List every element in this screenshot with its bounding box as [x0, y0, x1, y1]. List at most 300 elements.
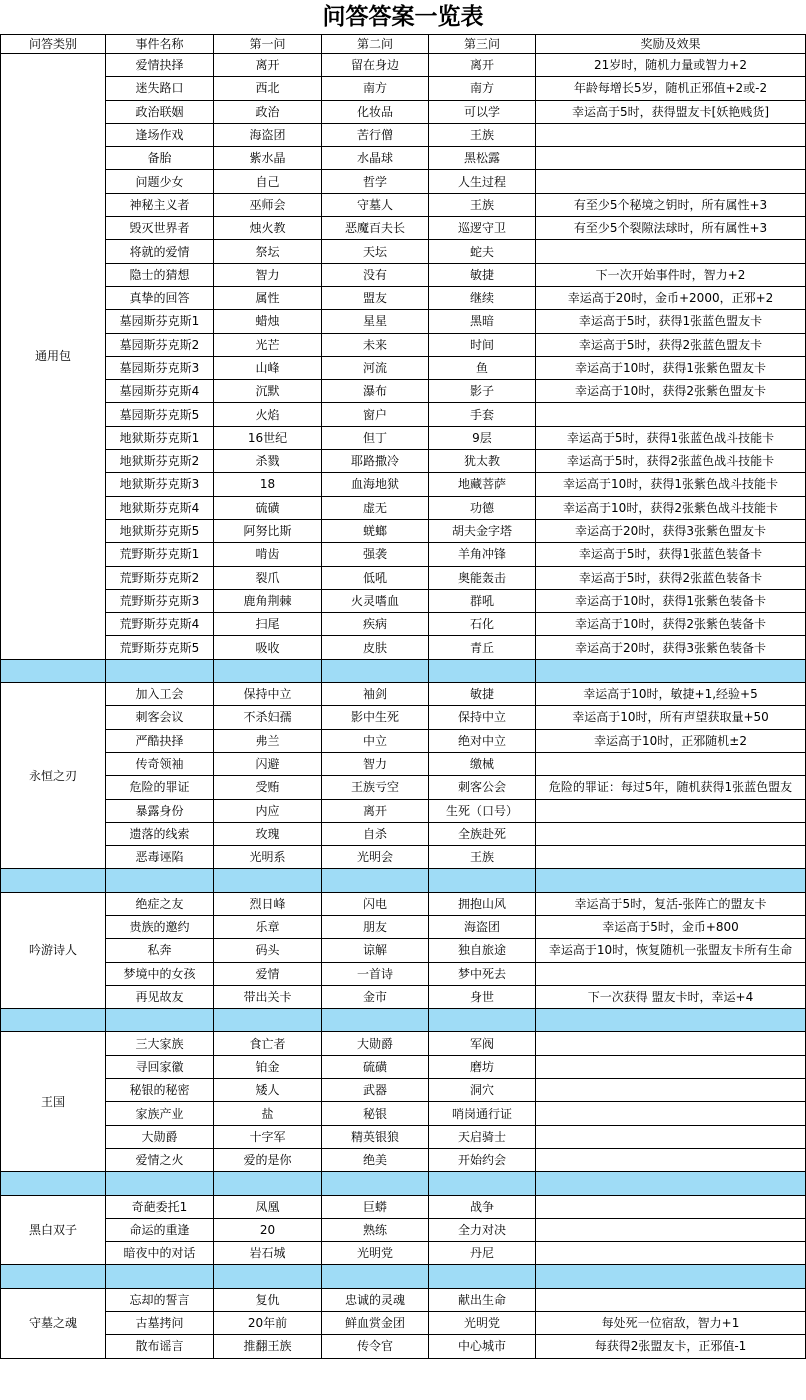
separator-cell — [1, 659, 106, 682]
answer-q2-cell: 星星 — [322, 310, 429, 333]
event-name-cell: 大勋爵 — [106, 1125, 214, 1148]
answer-q2-cell: 光明党 — [322, 1242, 429, 1265]
table-row — [1, 147, 806, 170]
answer-q1-cell: 西北 — [214, 77, 322, 100]
separator-cell — [214, 659, 322, 682]
table-row — [1, 333, 806, 356]
reward-cell: 幸运高于10时，所有声望获取量+50 — [536, 706, 806, 729]
answer-q1-cell: 光明系 — [214, 846, 322, 869]
table-row — [1, 380, 806, 403]
section-separator-row — [1, 1172, 806, 1195]
reward-cell — [536, 1242, 806, 1265]
answer-q1-cell: 巫师会 — [214, 193, 322, 216]
table-row — [1, 1195, 806, 1218]
answer-q1-cell: 紫水晶 — [214, 147, 322, 170]
category-cell: 通用包 — [1, 54, 106, 660]
table-row — [1, 822, 806, 845]
reward-cell: 幸运高于10时，获得1张紫色装备卡 — [536, 589, 806, 612]
reward-cell — [536, 1055, 806, 1078]
table-row — [1, 123, 806, 146]
answer-q2-cell: 疾病 — [322, 613, 429, 636]
reward-cell — [536, 1125, 806, 1148]
answer-q1-cell: 政治 — [214, 100, 322, 123]
answers-table — [0, 34, 806, 1359]
answer-q3-cell: 石化 — [429, 613, 536, 636]
event-name-cell: 荒野斯芬克斯3 — [106, 589, 214, 612]
header-q3: 第三问 — [429, 35, 536, 54]
answer-q2-cell: 留在身边 — [322, 54, 429, 77]
event-name-cell: 墓园斯芬克斯2 — [106, 333, 214, 356]
reward-cell: 幸运高于5时，获得2张蓝色盟友卡 — [536, 333, 806, 356]
answer-q2-cell: 王族亏空 — [322, 776, 429, 799]
answer-q3-cell: 离开 — [429, 54, 536, 77]
answer-q3-cell: 群吼 — [429, 589, 536, 612]
event-name-cell: 毁灭世界者 — [106, 217, 214, 240]
reward-cell — [536, 962, 806, 985]
separator-cell — [429, 659, 536, 682]
answer-q2-cell: 忠诚的灵魂 — [322, 1288, 429, 1311]
answer-q1-cell: 带出关卡 — [214, 985, 322, 1008]
table-row — [1, 962, 806, 985]
answer-q1-cell: 20 — [214, 1218, 322, 1241]
answer-q3-cell: 哨岗通行证 — [429, 1102, 536, 1125]
answer-q3-cell: 军阀 — [429, 1032, 536, 1055]
table-row — [1, 636, 806, 659]
reward-cell — [536, 123, 806, 146]
answer-q1-cell: 弗兰 — [214, 729, 322, 752]
answer-q1-cell: 码头 — [214, 939, 322, 962]
event-name-cell: 散布谣言 — [106, 1335, 214, 1358]
answer-q2-cell: 哲学 — [322, 170, 429, 193]
event-name-cell: 寻回家徽 — [106, 1055, 214, 1078]
table-row — [1, 403, 806, 426]
event-name-cell: 神秘主义者 — [106, 193, 214, 216]
event-name-cell: 私奔 — [106, 939, 214, 962]
reward-cell — [536, 1148, 806, 1171]
answer-q1-cell: 扫尾 — [214, 613, 322, 636]
answer-q2-cell: 巨蟒 — [322, 1195, 429, 1218]
answer-q2-cell: 武器 — [322, 1079, 429, 1102]
reward-cell: 危险的罪证：每过5年，随机获得1张蓝色盟友 — [536, 776, 806, 799]
event-name-cell: 梦境中的女孩 — [106, 962, 214, 985]
reward-cell — [536, 1079, 806, 1102]
answer-q2-cell: 秘银 — [322, 1102, 429, 1125]
event-name-cell: 真挚的回答 — [106, 286, 214, 309]
answer-q2-cell: 光明会 — [322, 846, 429, 869]
reward-cell — [536, 1032, 806, 1055]
answer-q1-cell: 山峰 — [214, 356, 322, 379]
category-cell: 守墓之魂 — [1, 1288, 106, 1358]
answer-q1-cell: 祭坛 — [214, 240, 322, 263]
answer-q2-cell: 袖剑 — [322, 683, 429, 706]
answer-q3-cell: 身世 — [429, 985, 536, 1008]
separator-cell — [106, 869, 214, 892]
answer-q3-cell: 9层 — [429, 426, 536, 449]
answer-q3-cell: 黑松露 — [429, 147, 536, 170]
answer-q3-cell: 犹太教 — [429, 450, 536, 473]
reward-cell: 幸运高于5时，获得2张蓝色战斗技能卡 — [536, 450, 806, 473]
answer-q1-cell: 推翻王族 — [214, 1335, 322, 1358]
table-row — [1, 1032, 806, 1055]
event-name-cell: 奇葩委托1 — [106, 1195, 214, 1218]
separator-cell — [322, 1172, 429, 1195]
event-name-cell: 逢场作戏 — [106, 123, 214, 146]
answer-q2-cell: 强袭 — [322, 543, 429, 566]
answer-q2-cell: 影中生死 — [322, 706, 429, 729]
separator-cell — [536, 1265, 806, 1288]
answer-q2-cell: 朋友 — [322, 915, 429, 938]
answer-q3-cell: 全力对决 — [429, 1218, 536, 1241]
separator-cell — [106, 1265, 214, 1288]
answer-q3-cell: 生死（口号） — [429, 799, 536, 822]
table-row — [1, 263, 806, 286]
answer-q3-cell: 手套 — [429, 403, 536, 426]
table-row — [1, 892, 806, 915]
event-name-cell: 墓园斯芬克斯4 — [106, 380, 214, 403]
answer-q1-cell: 海盗团 — [214, 123, 322, 146]
separator-cell — [429, 1172, 536, 1195]
table-row — [1, 356, 806, 379]
answer-q2-cell: 低吼 — [322, 566, 429, 589]
answer-q2-cell: 水晶球 — [322, 147, 429, 170]
separator-cell — [106, 1172, 214, 1195]
answer-q1-cell: 智力 — [214, 263, 322, 286]
reward-cell — [536, 170, 806, 193]
header-row — [1, 35, 806, 54]
table-row — [1, 217, 806, 240]
reward-cell: 幸运高于10时，敏捷+1,经验+5 — [536, 683, 806, 706]
answer-q1-cell: 矮人 — [214, 1079, 322, 1102]
event-name-cell: 荒野斯芬克斯4 — [106, 613, 214, 636]
answer-q3-cell: 光明党 — [429, 1312, 536, 1335]
answer-q2-cell: 天坛 — [322, 240, 429, 263]
separator-cell — [322, 1009, 429, 1032]
answer-q2-cell: 盟友 — [322, 286, 429, 309]
reward-cell: 年龄每增长5岁，随机正邪值+2或-2 — [536, 77, 806, 100]
answer-q3-cell: 梦中死去 — [429, 962, 536, 985]
table-row — [1, 170, 806, 193]
answer-q3-cell: 继续 — [429, 286, 536, 309]
answer-q3-cell: 鱼 — [429, 356, 536, 379]
event-name-cell: 传奇领袖 — [106, 752, 214, 775]
separator-cell — [1, 1009, 106, 1032]
event-name-cell: 爱情之火 — [106, 1148, 214, 1171]
answer-q2-cell: 瀑布 — [322, 380, 429, 403]
reward-cell: 21岁时，随机力量或智力+2 — [536, 54, 806, 77]
reward-cell: 幸运高于5时，复活-张阵亡的盟友卡 — [536, 892, 806, 915]
answer-q2-cell: 一首诗 — [322, 962, 429, 985]
separator-cell — [536, 1009, 806, 1032]
event-name-cell: 墓园斯芬克斯3 — [106, 356, 214, 379]
header-category: 问答类别 — [1, 35, 106, 54]
event-name-cell: 暗夜中的对话 — [106, 1242, 214, 1265]
answer-q1-cell: 食亡者 — [214, 1032, 322, 1055]
table-row — [1, 1242, 806, 1265]
category-cell: 永恒之刃 — [1, 683, 106, 869]
answer-q2-cell: 绝美 — [322, 1148, 429, 1171]
answer-q1-cell: 啃齿 — [214, 543, 322, 566]
answer-q1-cell: 受贿 — [214, 776, 322, 799]
answer-q3-cell: 敏捷 — [429, 683, 536, 706]
answer-q2-cell: 河流 — [322, 356, 429, 379]
answer-q3-cell: 丹尼 — [429, 1242, 536, 1265]
answer-q1-cell: 属性 — [214, 286, 322, 309]
answer-q2-cell: 苦行僧 — [322, 123, 429, 146]
category-cell: 黑白双子 — [1, 1195, 106, 1265]
page-title: 问答答案一览表 — [322, 4, 484, 30]
separator-cell — [214, 869, 322, 892]
answer-q1-cell: 20年前 — [214, 1312, 322, 1335]
event-name-cell: 忘却的誓言 — [106, 1288, 214, 1311]
answer-q3-cell: 时间 — [429, 333, 536, 356]
answer-q1-cell: 保持中立 — [214, 683, 322, 706]
reward-cell: 幸运高于5时，获得盟友卡[妖艳贱货] — [536, 100, 806, 123]
event-name-cell: 三大家族 — [106, 1032, 214, 1055]
reward-cell: 幸运高于5时，金币+800 — [536, 915, 806, 938]
table-row — [1, 1288, 806, 1311]
table-row — [1, 776, 806, 799]
separator-cell — [322, 659, 429, 682]
reward-cell: 每获得2张盟友卡，正邪值-1 — [536, 1335, 806, 1358]
separator-cell — [322, 1265, 429, 1288]
reward-cell — [536, 752, 806, 775]
reward-cell: 下一次获得 盟友卡时，幸运+4 — [536, 985, 806, 1008]
section-separator-row — [1, 659, 806, 682]
section-separator-row — [1, 1009, 806, 1032]
answer-q1-cell: 烈日峰 — [214, 892, 322, 915]
category-cell: 吟游诗人 — [1, 892, 106, 1008]
table-row — [1, 1055, 806, 1078]
event-name-cell: 命运的重逢 — [106, 1218, 214, 1241]
event-name-cell: 地狱斯芬克斯1 — [106, 426, 214, 449]
answer-q1-cell: 鹿角荆棘 — [214, 589, 322, 612]
answer-q1-cell: 18 — [214, 473, 322, 496]
answer-q3-cell: 影子 — [429, 380, 536, 403]
answer-q2-cell: 没有 — [322, 263, 429, 286]
answer-q3-cell: 王族 — [429, 846, 536, 869]
answer-q1-cell: 火焰 — [214, 403, 322, 426]
event-name-cell: 迷失路口 — [106, 77, 214, 100]
table-row — [1, 566, 806, 589]
answer-q1-cell: 阿努比斯 — [214, 519, 322, 542]
table-row — [1, 683, 806, 706]
answer-q2-cell: 血海地狱 — [322, 473, 429, 496]
reward-cell — [536, 846, 806, 869]
event-name-cell: 严酷抉择 — [106, 729, 214, 752]
separator-cell — [214, 1172, 322, 1195]
reward-cell: 幸运高于5时，获得1张蓝色战斗技能卡 — [536, 426, 806, 449]
table-row — [1, 473, 806, 496]
answer-q1-cell: 乐章 — [214, 915, 322, 938]
reward-cell: 幸运高于10时，获得2张紫色装备卡 — [536, 613, 806, 636]
answer-q2-cell: 虚无 — [322, 496, 429, 519]
table-row — [1, 752, 806, 775]
section-separator-row — [1, 1265, 806, 1288]
table-row — [1, 193, 806, 216]
answer-q2-cell: 传令官 — [322, 1335, 429, 1358]
answer-q3-cell: 海盗团 — [429, 915, 536, 938]
answer-q1-cell: 内应 — [214, 799, 322, 822]
answer-q1-cell: 岩石城 — [214, 1242, 322, 1265]
answer-q2-cell: 智力 — [322, 752, 429, 775]
answer-q2-cell: 蜣螂 — [322, 519, 429, 542]
reward-cell: 幸运高于20时，金币+2000，正邪+2 — [536, 286, 806, 309]
table-row — [1, 1148, 806, 1171]
answer-q1-cell: 16世纪 — [214, 426, 322, 449]
answer-q2-cell: 谅解 — [322, 939, 429, 962]
answer-q3-cell: 中心城市 — [429, 1335, 536, 1358]
event-name-cell: 绝症之友 — [106, 892, 214, 915]
separator-cell — [536, 1172, 806, 1195]
answer-q1-cell: 不杀妇孺 — [214, 706, 322, 729]
event-name-cell: 墓园斯芬克斯1 — [106, 310, 214, 333]
event-name-cell: 地狱斯芬克斯2 — [106, 450, 214, 473]
event-name-cell: 荒野斯芬克斯5 — [106, 636, 214, 659]
table-row — [1, 985, 806, 1008]
answer-q3-cell: 拥抱山风 — [429, 892, 536, 915]
table-row — [1, 286, 806, 309]
answer-q1-cell: 硫磺 — [214, 496, 322, 519]
answer-q2-cell: 南方 — [322, 77, 429, 100]
answer-q3-cell: 地藏菩萨 — [429, 473, 536, 496]
answer-q2-cell: 耶路撒冷 — [322, 450, 429, 473]
table-row — [1, 589, 806, 612]
table-row — [1, 1125, 806, 1148]
answer-q3-cell: 胡夫金字塔 — [429, 519, 536, 542]
answer-q2-cell: 大勋爵 — [322, 1032, 429, 1055]
answer-q3-cell: 南方 — [429, 77, 536, 100]
answer-q2-cell: 守墓人 — [322, 193, 429, 216]
header-event: 事件名称 — [106, 35, 214, 54]
table-row — [1, 450, 806, 473]
answer-q3-cell: 王族 — [429, 193, 536, 216]
event-name-cell: 墓园斯芬克斯5 — [106, 403, 214, 426]
event-name-cell: 古墓拷问 — [106, 1312, 214, 1335]
table-row — [1, 543, 806, 566]
event-name-cell: 暴露身份 — [106, 799, 214, 822]
event-name-cell: 恶毒诬陷 — [106, 846, 214, 869]
separator-cell — [536, 869, 806, 892]
reward-cell: 幸运高于10时，正邪随机±2 — [536, 729, 806, 752]
answer-q3-cell: 蛇夫 — [429, 240, 536, 263]
table-row — [1, 846, 806, 869]
answer-q3-cell: 独自旅途 — [429, 939, 536, 962]
answer-q3-cell: 人生过程 — [429, 170, 536, 193]
answer-q3-cell: 刺客公会 — [429, 776, 536, 799]
answer-q2-cell: 中立 — [322, 729, 429, 752]
answer-q1-cell: 爱情 — [214, 962, 322, 985]
answer-q1-cell: 自己 — [214, 170, 322, 193]
answer-q1-cell: 裂爪 — [214, 566, 322, 589]
event-name-cell: 家族产业 — [106, 1102, 214, 1125]
event-name-cell: 备胎 — [106, 147, 214, 170]
separator-cell — [1, 869, 106, 892]
answer-q3-cell: 磨坊 — [429, 1055, 536, 1078]
reward-cell — [536, 1288, 806, 1311]
answer-q3-cell: 奥能轰击 — [429, 566, 536, 589]
table-row — [1, 54, 806, 77]
reward-cell: 幸运高于10时，获得2张紫色盟友卡 — [536, 380, 806, 403]
reward-cell: 幸运高于10时，获得1张紫色战斗技能卡 — [536, 473, 806, 496]
separator-cell — [214, 1265, 322, 1288]
table-row — [1, 310, 806, 333]
answer-q2-cell: 自杀 — [322, 822, 429, 845]
separator-cell — [322, 869, 429, 892]
reward-cell: 幸运高于10时，恢复随机一张盟友卡所有生命 — [536, 939, 806, 962]
answer-q1-cell: 十字军 — [214, 1125, 322, 1148]
answer-q2-cell: 恶魔百夫长 — [322, 217, 429, 240]
answer-q3-cell: 开始约会 — [429, 1148, 536, 1171]
event-name-cell: 将就的爱情 — [106, 240, 214, 263]
table-row — [1, 496, 806, 519]
table-row — [1, 240, 806, 263]
event-name-cell: 爱情抉择 — [106, 54, 214, 77]
answer-q1-cell: 复仇 — [214, 1288, 322, 1311]
answer-q2-cell: 金市 — [322, 985, 429, 1008]
separator-cell — [429, 869, 536, 892]
reward-cell — [536, 147, 806, 170]
reward-cell — [536, 1102, 806, 1125]
answer-q1-cell: 沉默 — [214, 380, 322, 403]
separator-cell — [536, 659, 806, 682]
event-name-cell: 荒野斯芬克斯2 — [106, 566, 214, 589]
reward-cell: 幸运高于10时，获得1张紫色盟友卡 — [536, 356, 806, 379]
table-row — [1, 519, 806, 542]
answer-q1-cell: 离开 — [214, 54, 322, 77]
answer-q3-cell: 青丘 — [429, 636, 536, 659]
answer-q2-cell: 化妆品 — [322, 100, 429, 123]
table-row — [1, 1335, 806, 1358]
answer-q3-cell: 天启骑士 — [429, 1125, 536, 1148]
answer-q2-cell: 窗户 — [322, 403, 429, 426]
reward-cell — [536, 822, 806, 845]
event-name-cell: 遗落的线索 — [106, 822, 214, 845]
reward-cell: 幸运高于5时，获得1张蓝色盟友卡 — [536, 310, 806, 333]
answer-q2-cell: 未来 — [322, 333, 429, 356]
reward-cell: 幸运高于5时，获得2张蓝色装备卡 — [536, 566, 806, 589]
answer-q3-cell: 洞穴 — [429, 1079, 536, 1102]
reward-cell: 幸运高于10时，获得2张紫色战斗技能卡 — [536, 496, 806, 519]
reward-cell: 有至少5个秘境之钥时，所有属性+3 — [536, 193, 806, 216]
event-name-cell: 隐士的猜想 — [106, 263, 214, 286]
answer-q3-cell: 王族 — [429, 123, 536, 146]
answer-q3-cell: 绝对中立 — [429, 729, 536, 752]
reward-cell — [536, 1195, 806, 1218]
reward-cell: 有至少5个裂隙法球时，所有属性+3 — [536, 217, 806, 240]
answer-q3-cell: 羊角冲锋 — [429, 543, 536, 566]
answer-q3-cell: 全族赴死 — [429, 822, 536, 845]
header-reward: 奖励及效果 — [536, 35, 806, 54]
table-row — [1, 1102, 806, 1125]
event-name-cell: 荒野斯芬克斯1 — [106, 543, 214, 566]
answer-q2-cell: 火灵嗜血 — [322, 589, 429, 612]
answer-q1-cell: 玫瑰 — [214, 822, 322, 845]
answer-q2-cell: 离开 — [322, 799, 429, 822]
table-body — [1, 54, 806, 1359]
answer-q2-cell: 熟练 — [322, 1218, 429, 1241]
table-row — [1, 77, 806, 100]
separator-cell — [214, 1009, 322, 1032]
answer-q3-cell: 黑暗 — [429, 310, 536, 333]
answer-q1-cell: 铂金 — [214, 1055, 322, 1078]
reward-cell: 下一次开始事件时，智力+2 — [536, 263, 806, 286]
table-row — [1, 100, 806, 123]
answer-q2-cell: 闪电 — [322, 892, 429, 915]
answer-q2-cell: 硫磺 — [322, 1055, 429, 1078]
header-q1: 第一问 — [214, 35, 322, 54]
table-row — [1, 613, 806, 636]
section-separator-row — [1, 869, 806, 892]
